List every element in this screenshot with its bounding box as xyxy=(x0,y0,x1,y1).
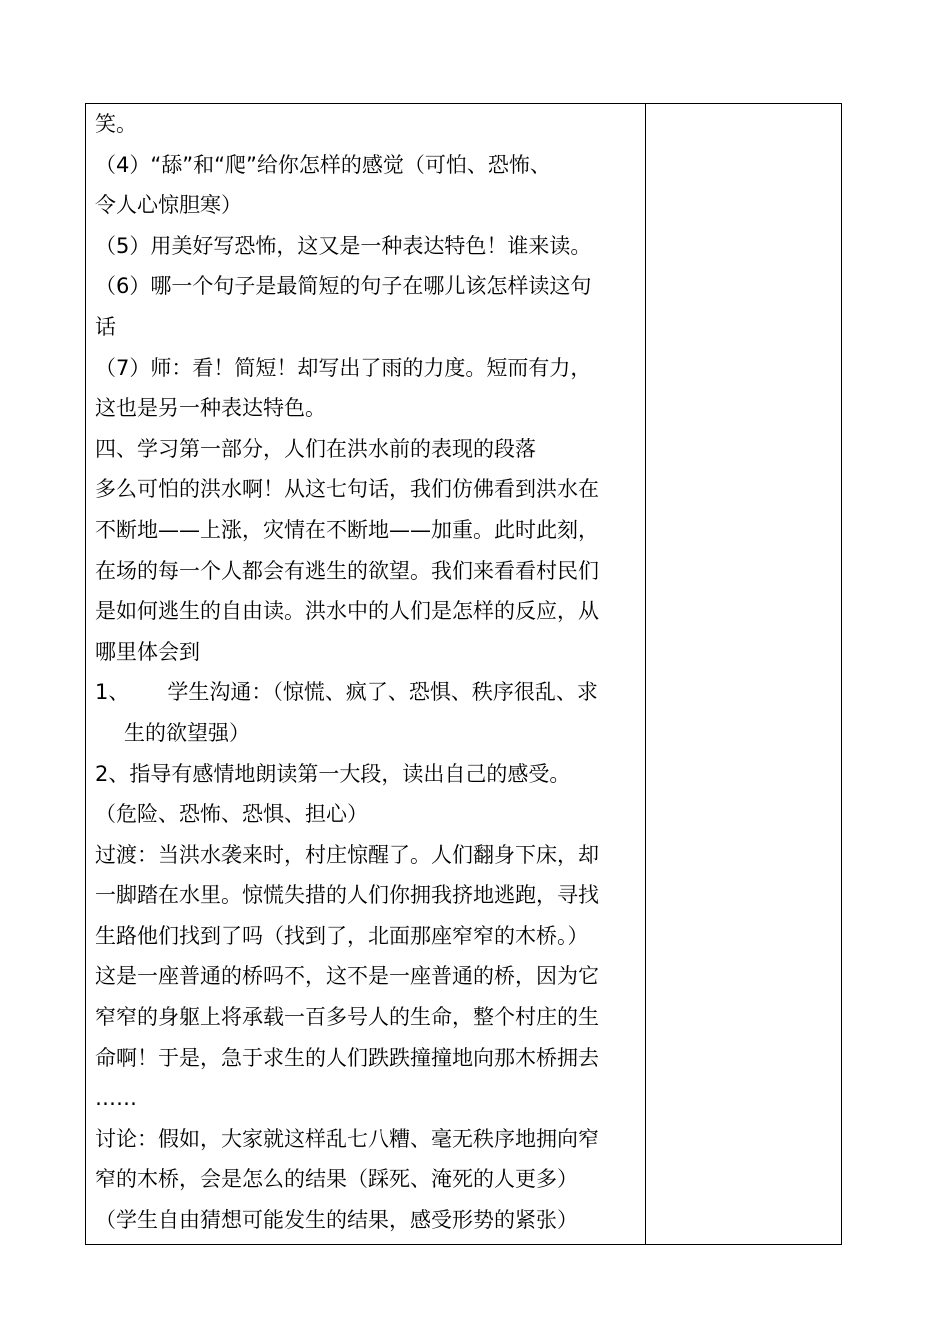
list-item-1 xyxy=(95,672,635,713)
text-line: …… xyxy=(95,1086,137,1111)
text-line: 话 xyxy=(95,314,116,339)
text-line: 过渡：当洪水袭来时，村庄惊醒了。人们翻身下床，却 xyxy=(95,842,599,867)
list-item-continuation: 生的欲望强） xyxy=(124,720,250,745)
text-line: 生路他们找到了吗（找到了，北面那座窄窄的木桥。） xyxy=(95,923,589,948)
text-line: 2、指导有感情地朗读第一大段，读出自己的感受。 xyxy=(95,761,571,786)
lesson-table xyxy=(85,103,842,1245)
text-line: 这是一座普通的桥吗不，这不是一座普通的桥，因为它 xyxy=(95,964,599,989)
text-line: （危险、恐怖、恐惧、担心） xyxy=(95,802,368,827)
text-line: 多么可怕的洪水啊！从这七句话，我们仿佛看到洪水在 xyxy=(95,477,599,502)
lesson-content-cell xyxy=(95,104,635,1241)
text-line: 一脚踏在水里。惊慌失措的人们你拥我挤地逃跑，寻找 xyxy=(95,883,599,908)
text-line: （4）“舔”和“爬”给你怎样的感觉（可怕、恐怖、 xyxy=(95,152,551,177)
text-line: 是如何逃生的自由读。洪水中的人们是怎样的反应，从 xyxy=(95,599,599,624)
text-line: 这也是另一种表达特色。 xyxy=(95,396,326,421)
text-line: 哪里体会到 xyxy=(95,639,200,664)
list-item-number: 1、 xyxy=(95,680,130,705)
text-line: 窄的木桥，会是怎么的结果（踩死、淹死的人更多） xyxy=(95,1167,578,1192)
list-item-text: 学生沟通：（惊慌、疯了、恐惧、秩序很乱、求 xyxy=(167,680,598,705)
text-line: （学生自由猜想可能发生的结果，感受形势的紧张） xyxy=(95,1208,578,1233)
text-line: 在场的每一个人都会有逃生的欲望。我们来看看村民们 xyxy=(95,558,599,583)
text-line: 令人心惊胆寒） xyxy=(95,193,242,218)
text-line: （7）师：看！简短！却写出了雨的力度。短而有力， xyxy=(95,355,592,380)
section-heading: 四、学习第一部分，人们在洪水前的表现的段落 xyxy=(95,436,536,461)
text-line: 不断地——上涨，灾情在不断地——加重。此时此刻， xyxy=(95,517,599,542)
text-line: 窄窄的身躯上将承载一百多号人的生命，整个村庄的生 xyxy=(95,1005,599,1030)
notes-cell xyxy=(646,104,841,1244)
text-line: 命啊！于是，急于求生的人们跌跌撞撞地向那木桥拥去 xyxy=(95,1045,599,1070)
text-line: （5）用美好写恐怖，这又是一种表达特色！谁来读。 xyxy=(95,233,592,258)
text-line: （6）哪一个句子是最简短的句子在哪儿该怎样读这句 xyxy=(95,274,592,299)
text-line: 讨论：假如，大家就这样乱七八糟、毫无秩序地拥向窄 xyxy=(95,1126,599,1151)
text-line: 笑。 xyxy=(95,112,137,136)
